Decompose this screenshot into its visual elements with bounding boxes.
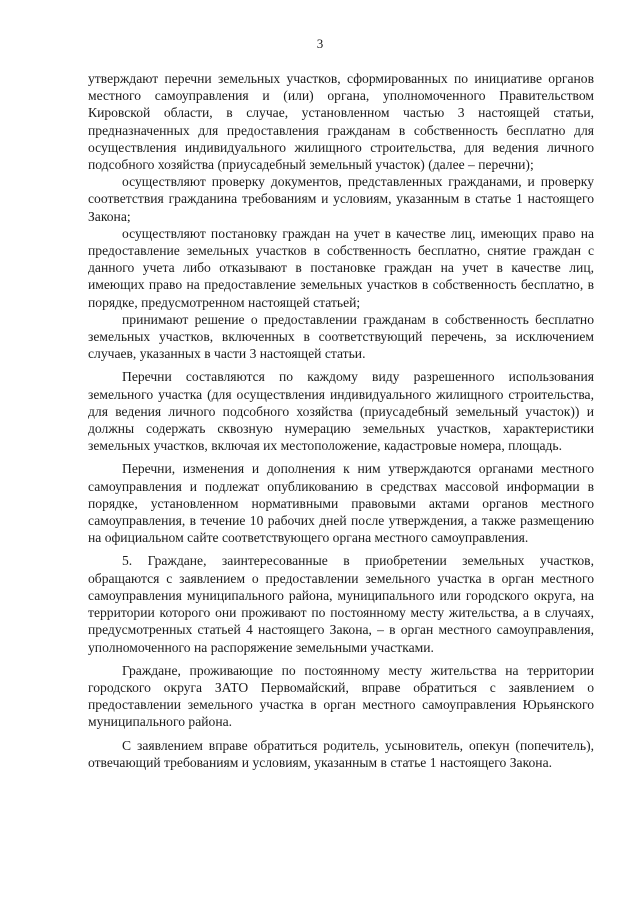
paragraph-1: утверждают перечни земельных участков, сформированных по инициативе органов местного самоуправления и (или) органа, уполномоченного Правительством Кировской области, в случае, установленном частью 3 настоящей статьи, предназначенных для предоставления гражданам в собственность бесплатно для осуществления индивидуального жилищного строительства, для ведения личного подсобного хозяйства (приусадебный земельный участок) (далее – перечни);: [88, 71, 594, 173]
paragraph-5: Перечни составляются по каждому виду разрешенного использования земельного участка (для осуществления индивидуального жилищного строительства, для ведения личного подсобного хозяйства (приусадебный земельный участок)) и должны содержать сквозную нумерацию земельных участков, характеристики земельных участков, включая их местоположение, кадастровые номера, площадь.: [88, 369, 594, 454]
paragraph-2: осуществляют проверку документов, представленных гражданами, и проверку соответствия гражданина требованиям и условиям, указанным в статье 1 настоящего Закона;: [88, 174, 594, 224]
paragraph-3: осуществляют постановку граждан на учет в качестве лиц, имеющих право на предоставление земельных участков в собственность бесплатно, снятие граждан с данного учета либо отказывают в постановке граждан на учет в качестве лиц, имеющих право на предоставление земельных участков в собственность бесплатно, в порядке, предусмотренном настоящей статьей;: [88, 225, 594, 310]
document-body: [88, 70, 594, 777]
paragraph-7: 5. Граждане, заинтересованные в приобретении земельных участков, обращаются с заявлением о предоставлении земельного участка в орган местного самоуправления муниципального района, муниципального или городского округа, на территории которого они проживают по постоянному месту жительства, а в случаях, предусмотренных статьей 4 настоящего Закона, – в орган местного самоуправления, уполномоченного на распоряжение земельными участками.: [88, 553, 594, 655]
paragraph-9: С заявлением вправе обратиться родитель, усыновитель, опекун (попечитель), отвечающий требованиям и условиям, указанным в статье 1 настоящего Закона.: [88, 737, 594, 770]
paragraph-8: Граждане, проживающие по постоянному месту жительства на территории городского округа ЗАТО Первомайский, вправе обратиться с заявлением о предоставлении земельного участка в орган местного самоуправления Юрьянского муниципального района.: [88, 662, 594, 730]
page-number: 3: [316, 36, 324, 51]
paragraph-4: принимают решение о предоставлении гражданам в собственность бесплатно земельных участков, включенных в соответствующий перечень, за исключением случаев, указанных в части 3 настоящей статьи.: [88, 311, 594, 362]
paragraph-6: Перечни, изменения и дополнения к ним утверждаются органами местного самоуправления и подлежат опубликованию в средствах массовой информации в порядке, установленном нормативными правовыми актами органов местного самоуправления, в течение 10 рабочих дней после утверждения, а также размещению на официальном сайте соответствующего органа местного самоуправления.: [88, 461, 594, 546]
